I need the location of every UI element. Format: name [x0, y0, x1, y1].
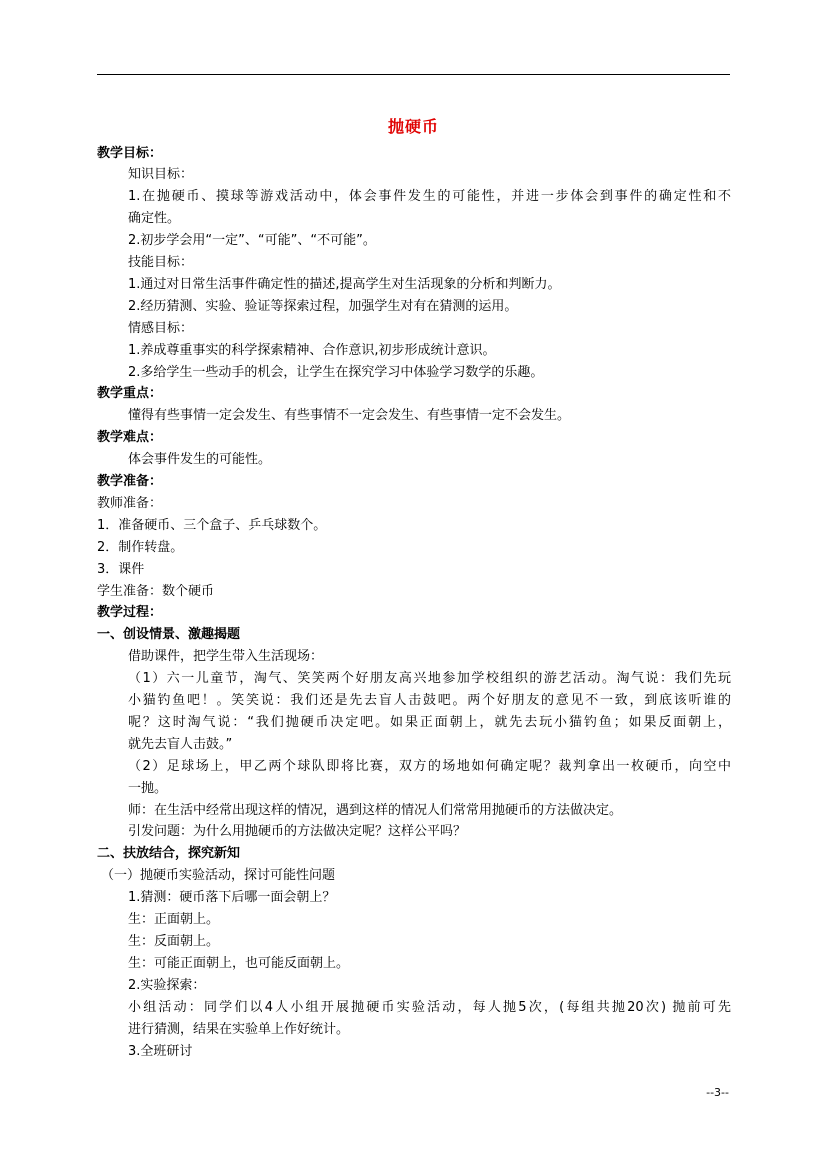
subsection-heading: （一）抛硬币实验活动，探讨可能性问题 — [101, 868, 336, 883]
text-line: 借助课件，把学生带入生活现场： — [128, 649, 324, 664]
heading-teaching-goals: 教学目标： — [97, 146, 163, 161]
section-heading-1: 一、创设情景、激趣揭题 — [97, 627, 241, 642]
text-line: 师：在生活中经常出现这样的情况，遇到这样的情况人们常常用抛硬币的方法做决定。 — [128, 803, 623, 818]
text-line: 学生准备：数个硬币 — [97, 584, 215, 599]
header-rule — [97, 74, 730, 75]
text-line: 1.通过对日常生活事件确定性的描述,提高学生对生活现象的分析和判断力。 — [128, 277, 561, 292]
heading-process: 教学过程： — [97, 605, 163, 620]
heading-key-points: 教学重点： — [97, 386, 163, 401]
text-line: 2．制作转盘。 — [97, 540, 184, 555]
subheading-skills: 技能目标： — [128, 255, 194, 270]
text-line: 1.在抛硬币、摸球等游戏活动中，体会事件发生的可能性，并进一步体会到事件的确定性和不 — [128, 189, 731, 204]
text-line: （2）足球场上，甲乙两个球队即将比赛，双方的场地如何确定呢？裁判拿出一枚硬币，向空中 — [128, 759, 731, 774]
text-line: 2.实验探索： — [128, 978, 206, 993]
text-line: 3.全班研讨 — [128, 1044, 193, 1059]
text-line: （1）六一儿童节，淘气、笑笑两个好朋友高兴地参加学校组织的游艺活动。淘气说：我们先玩 — [128, 671, 731, 686]
heading-preparation: 教学准备： — [97, 474, 163, 489]
text-line: 呢？这时淘气说：“我们抛硬币决定吧。如果正面朝上，就先去玩小猫钓鱼；如果反面朝上， — [128, 715, 731, 730]
text-line: 体会事件发生的可能性。 — [128, 452, 272, 467]
text-line: 1．准备硬币、三个盒子、乒乓球数个。 — [97, 518, 327, 533]
text-line: 生：可能正面朝上，也可能反面朝上。 — [128, 956, 350, 971]
text-line: 2.初步学会用“一定”、“可能”、“不可能”。 — [128, 233, 376, 248]
heading-difficulties: 教学难点： — [97, 430, 163, 445]
subheading-emotion: 情感目标： — [128, 321, 194, 336]
section-heading-2: 二、扶放结合，探究新知 — [97, 846, 241, 861]
subheading-knowledge: 知识目标： — [128, 167, 194, 182]
text-line: 确定性。 — [128, 211, 181, 226]
text-line: 小组活动：同学们以4人小组开展抛硬币实验活动，每人抛5次，(每组共抛20次) 抛前可先 — [128, 1000, 731, 1015]
text-line: 3．课件 — [97, 562, 145, 577]
text-line: 教师准备： — [97, 496, 163, 511]
text-line: 2.经历猜测、实验、验证等探索过程，加强学生对有在猜测的运用。 — [128, 299, 518, 314]
page-title: 抛硬币 — [387, 117, 439, 136]
text-line: 2.多给学生一些动手的机会，让学生在探究学习中体验学习数学的乐趣。 — [128, 365, 544, 380]
text-line: 就先去盲人击鼓。” — [128, 737, 233, 752]
text-line: 进行猜测，结果在实验单上作好统计。 — [128, 1022, 350, 1037]
page-number: --3-- — [706, 1086, 729, 1099]
text-line: 小猫钓鱼吧！。笑笑说：我们还是先去盲人击鼓吧。两个好朋友的意见不一致，到底该听谁的 — [128, 693, 731, 708]
text-line: 1.猜测：硬币落下后哪一面会朝上？ — [128, 890, 336, 905]
text-line: 一抛。 — [128, 781, 168, 796]
text-line: 生：反面朝上。 — [128, 934, 220, 949]
text-line: 1.养成尊重事实的科学探索精神、合作意识,初步形成统计意识。 — [128, 343, 496, 358]
text-line: 懂得有些事情一定会发生、有些事情不一定会发生、有些事情一定不会发生。 — [128, 408, 571, 423]
text-line: 生：正面朝上。 — [128, 912, 220, 927]
text-line: 引发问题：为什么用抛硬币的方法做决定呢？这样公平吗？ — [128, 824, 467, 839]
